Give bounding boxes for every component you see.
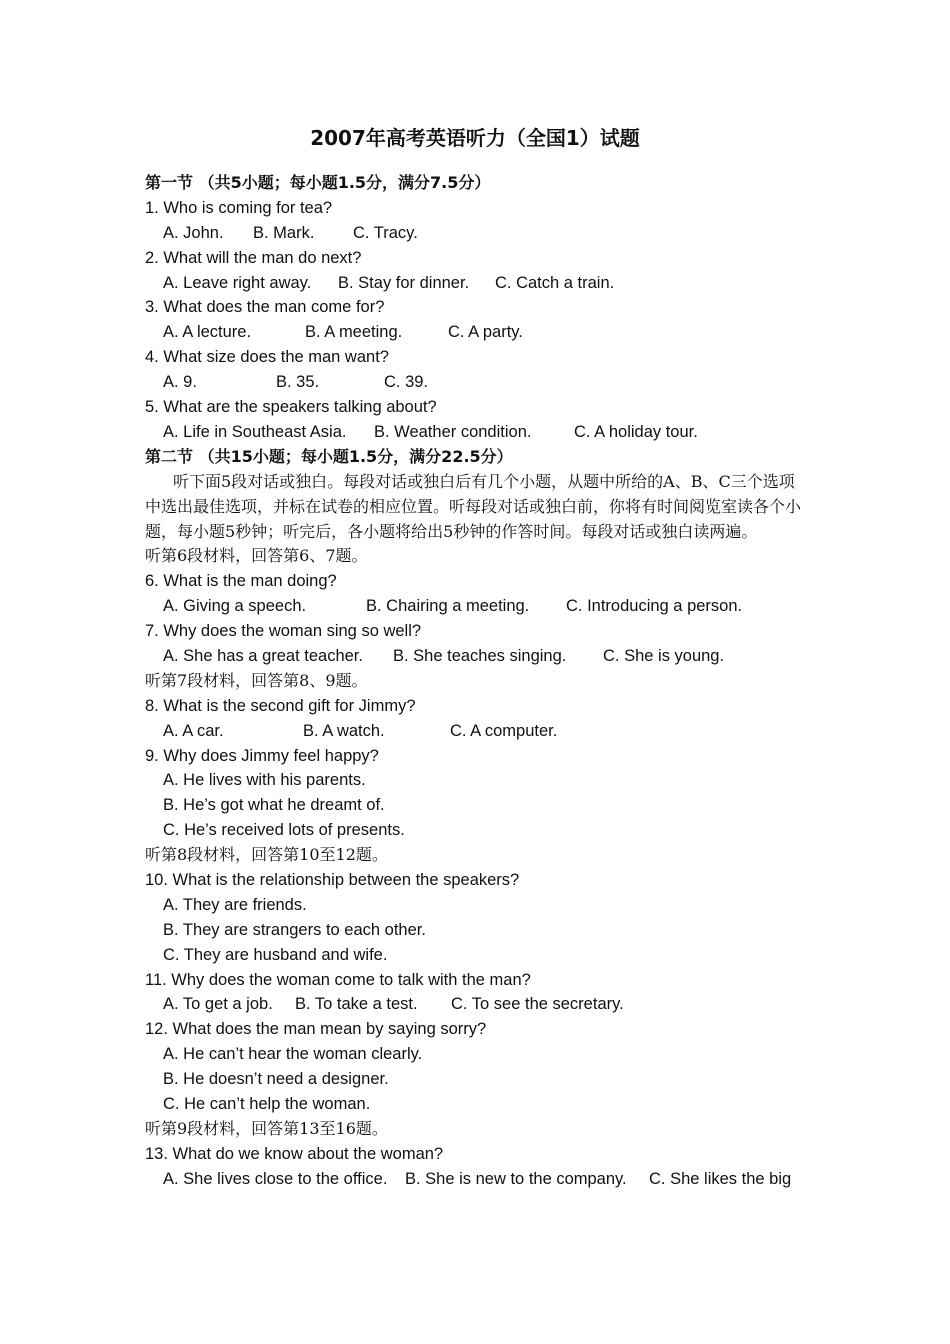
option-b: B. She is new to the company. bbox=[405, 1169, 627, 1188]
option-b: B. A watch. bbox=[303, 721, 385, 740]
option-c: C. Catch a train. bbox=[495, 273, 615, 292]
option-a: A. He can’t hear the woman clearly. bbox=[163, 1045, 423, 1064]
option-a: A. They are friends. bbox=[163, 895, 307, 914]
option-c: C. A party. bbox=[448, 323, 523, 342]
option-a: A. He lives with his parents. bbox=[163, 771, 366, 790]
question-text: 12. What does the man mean by saying sorry? bbox=[145, 1020, 487, 1039]
question-text: 8. What is the second gift for Jimmy? bbox=[145, 696, 416, 715]
option-b: B. 35. bbox=[276, 373, 320, 392]
question-options bbox=[145, 594, 825, 619]
section-heading-1: 第一节 （共5小题；每小题1.5分，满分7.5分） bbox=[145, 173, 491, 192]
option-c: C. He’s received lots of presents. bbox=[163, 821, 405, 840]
question-text: 10. What is the relationship between the speakers? bbox=[145, 870, 520, 889]
question-options bbox=[145, 644, 825, 669]
option-a: A. She has a great teacher. bbox=[163, 646, 363, 665]
option-a: A. She lives close to the office. bbox=[163, 1169, 388, 1188]
question-options bbox=[145, 221, 825, 246]
option-a: A. A car. bbox=[163, 721, 224, 740]
passage-marker: 听第6段材料，回答第6、7题。 bbox=[145, 546, 368, 566]
option-c: C. Introducing a person. bbox=[566, 597, 743, 616]
question-options bbox=[145, 320, 825, 345]
option-b: B. She teaches singing. bbox=[393, 646, 567, 665]
option-a: A. A lecture. bbox=[163, 323, 252, 342]
option-b: B. A meeting. bbox=[305, 323, 403, 342]
question-text: 4. What size does the man want? bbox=[145, 348, 389, 367]
option-b: B. He’s got what he dreamt of. bbox=[163, 796, 385, 815]
passage-marker: 听第9段材料，回答第13至16题。 bbox=[145, 1118, 388, 1138]
section-instructions: 听下面5段对话或独白。每段对话或独白后有几个小题，从题中所给的A、B、C三个选项中选出最佳选项，并标在试卷的相应位置。听每段对话或独白前，你将有时间阅览室读各个小题，每小题5秒钟；听完后，各小题将给出5秒钟的作答时间。每段对话或独白读两遍。 bbox=[145, 471, 802, 541]
page-title: 2007年高考英语听力（全国1）试题 bbox=[310, 126, 640, 150]
option-c: C. She is young. bbox=[603, 646, 725, 665]
question-options bbox=[145, 271, 825, 296]
question-text: 13. What do we know about the woman? bbox=[145, 1144, 444, 1163]
option-b: B. Chairing a meeting. bbox=[366, 597, 530, 616]
passage-marker: 听第7段材料，回答第8、9题。 bbox=[145, 670, 368, 690]
option-c: C. To see the secretary. bbox=[451, 995, 624, 1014]
option-b: B. They are strangers to each other. bbox=[163, 920, 426, 939]
option-c: C. A holiday tour. bbox=[574, 422, 698, 441]
option-b: B. Mark. bbox=[253, 223, 315, 242]
question-options bbox=[145, 719, 825, 744]
option-b: B. Weather condition. bbox=[374, 422, 532, 441]
option-b: B. He doesn’t need a designer. bbox=[163, 1070, 389, 1089]
option-c: C. 39. bbox=[384, 373, 429, 392]
question-text: 5. What are the speakers talking about? bbox=[145, 398, 437, 417]
option-a: A. Giving a speech. bbox=[163, 597, 307, 616]
question-options bbox=[145, 370, 825, 395]
option-c: C. She likes the big bbox=[649, 1169, 792, 1188]
question-text: 3. What does the man come for? bbox=[145, 298, 385, 317]
option-c: C. Tracy. bbox=[353, 223, 418, 242]
question-options bbox=[145, 992, 825, 1017]
option-c: C. They are husband and wife. bbox=[163, 945, 388, 964]
passage-marker: 听第8段材料，回答第10至12题。 bbox=[145, 845, 388, 865]
question-text: 7. Why does the woman sing so well? bbox=[145, 622, 422, 641]
question-text: 11. Why does the woman come to talk with the man? bbox=[145, 970, 531, 989]
option-c: C. He can’t help the woman. bbox=[163, 1095, 371, 1113]
document-body bbox=[145, 171, 825, 1192]
section-heading-2: 第二节 （共15小题；每小题1.5分，满分22.5分） bbox=[145, 446, 513, 466]
question-text: 2. What will the man do next? bbox=[145, 248, 362, 267]
question-text: 9. Why does Jimmy feel happy? bbox=[145, 746, 379, 765]
option-a: A. John. bbox=[163, 223, 224, 242]
question-text: 6. What is the man doing? bbox=[145, 572, 337, 591]
option-b: B. To take a test. bbox=[295, 995, 418, 1014]
option-a: A. 9. bbox=[163, 373, 197, 392]
option-a: A. To get a job. bbox=[163, 995, 273, 1014]
option-b: B. Stay for dinner. bbox=[338, 273, 470, 292]
question-options bbox=[145, 1167, 825, 1192]
question-text: 1. Who is coming for tea? bbox=[145, 198, 333, 217]
question-options bbox=[145, 420, 825, 445]
option-c: C. A computer. bbox=[450, 721, 558, 740]
option-a: A. Life in Southeast Asia. bbox=[163, 422, 347, 441]
option-a: A. Leave right away. bbox=[163, 273, 312, 292]
